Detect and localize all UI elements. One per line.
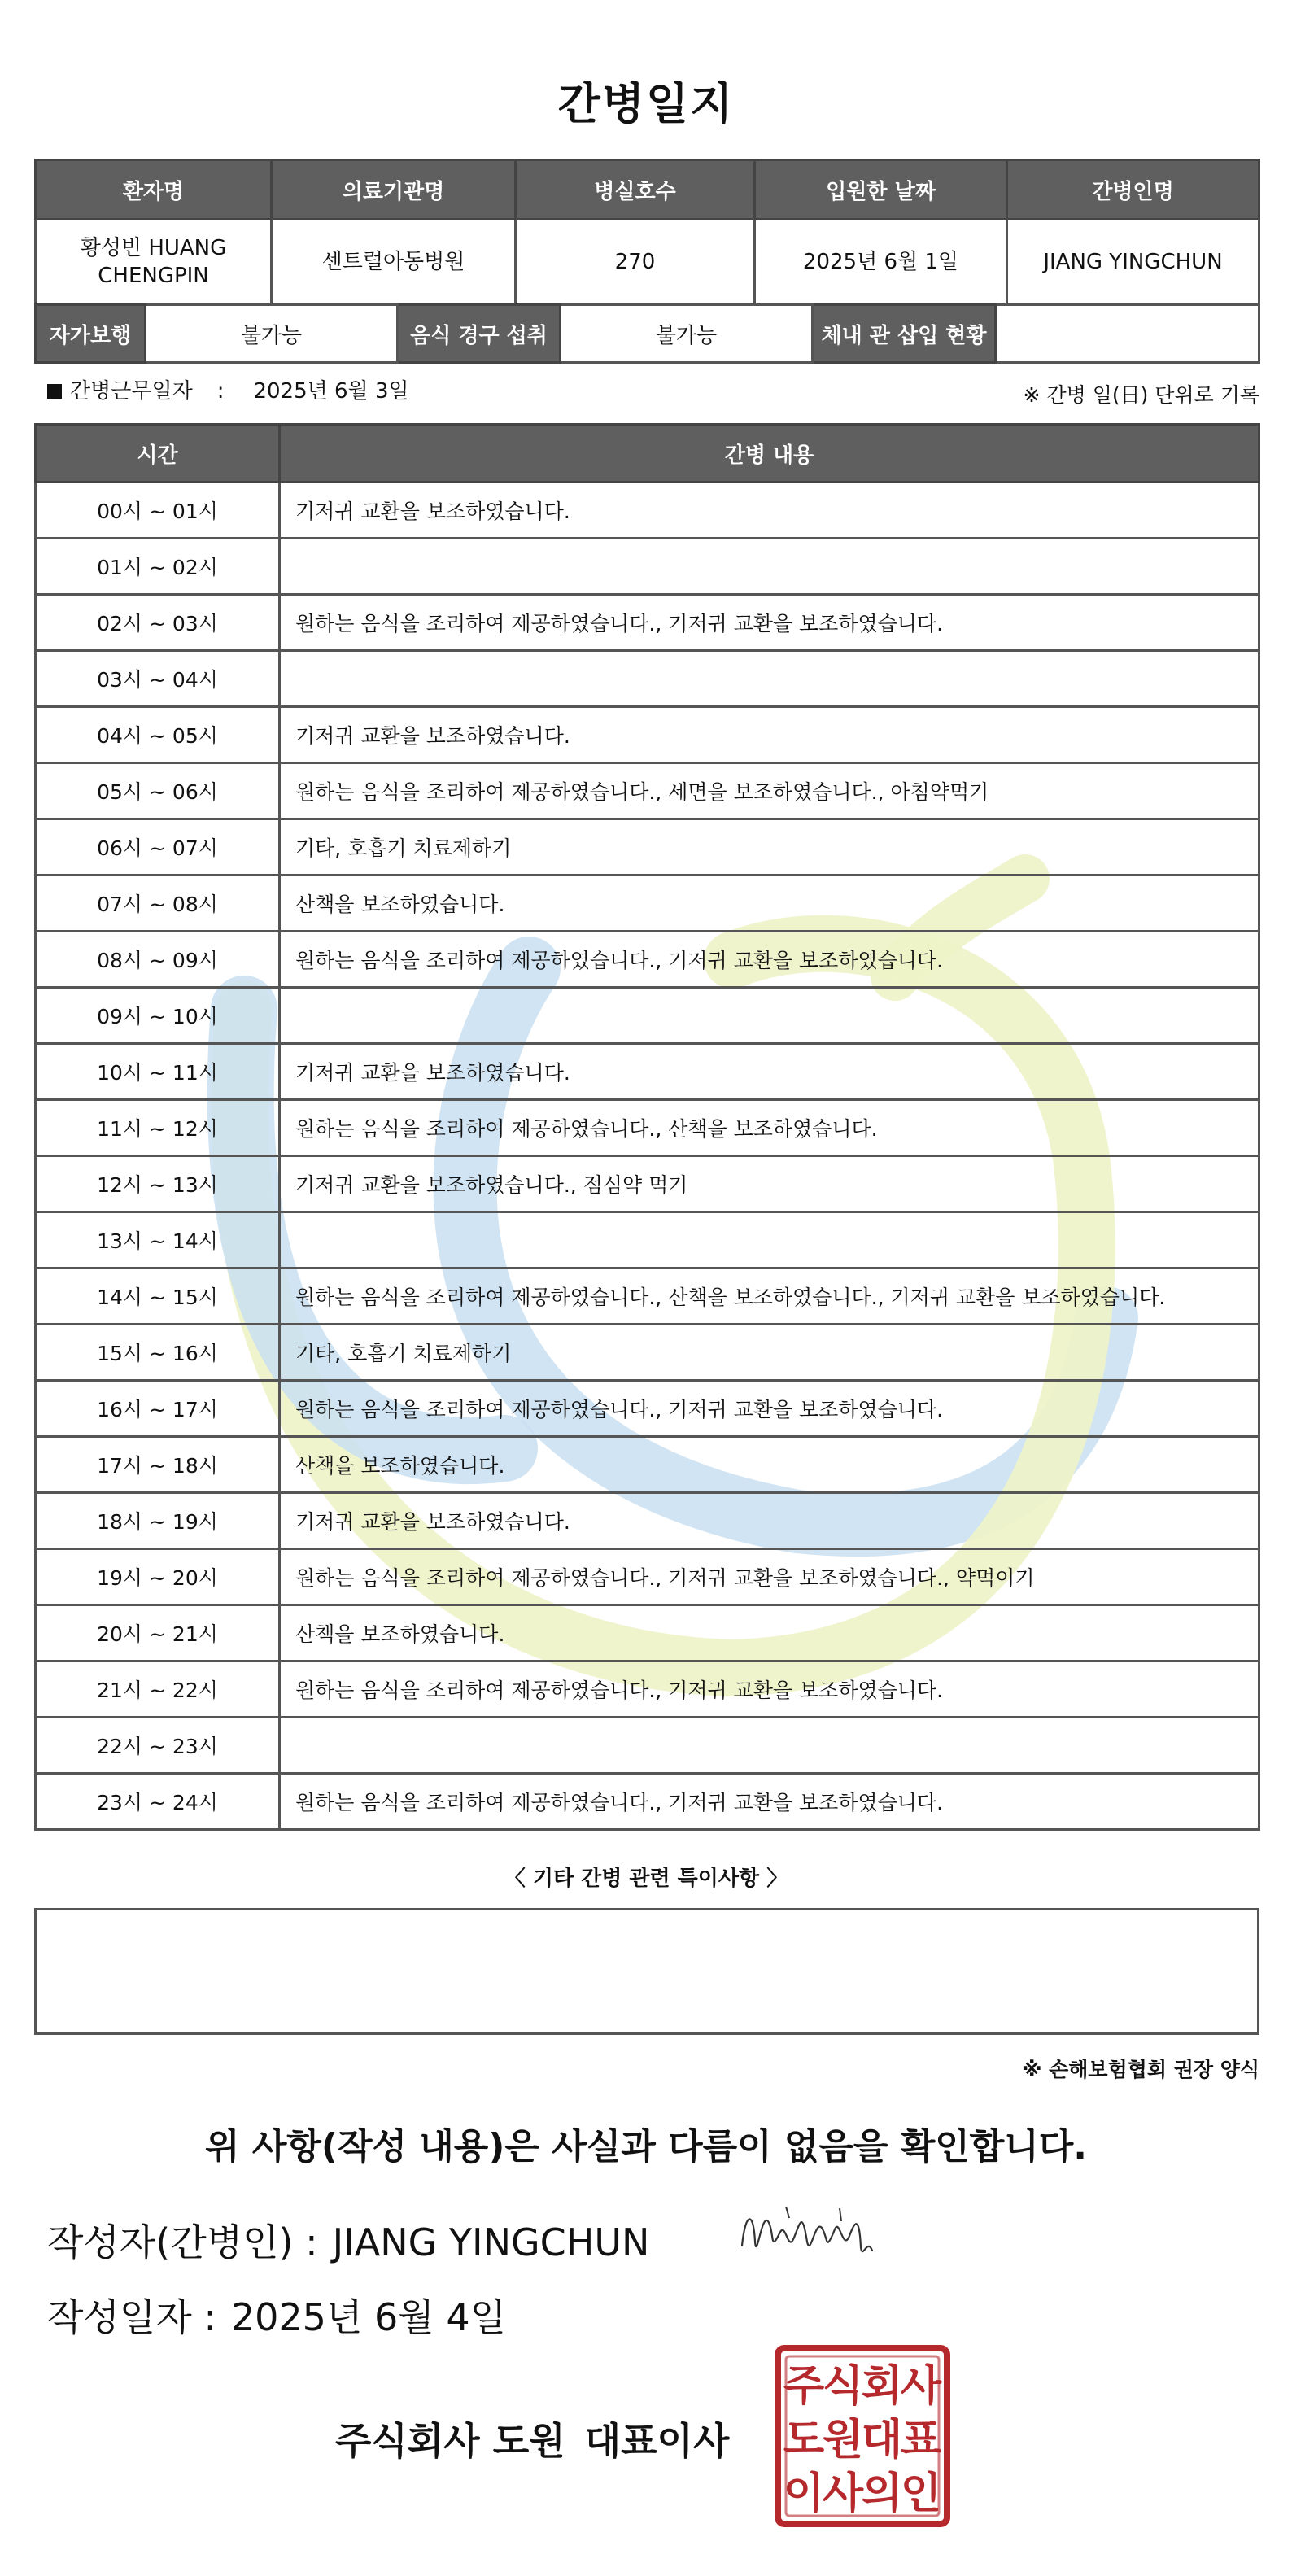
seal-character: 주 — [783, 2362, 825, 2411]
header-time: 시간 — [36, 425, 280, 482]
log-content — [280, 1212, 1259, 1268]
log-row — [36, 1044, 1259, 1100]
duty-date-line — [47, 374, 409, 404]
self-walk-value: 불가능 — [146, 305, 398, 363]
write-date-value: 2025년 6월 4일 — [230, 2295, 507, 2339]
log-content: 원하는 음식을 조리하여 제공하였습니다., 산책을 보조하였습니다. — [280, 1100, 1259, 1156]
log-time: 00시 ~ 01시 — [36, 482, 280, 539]
record-unit-note: ※ 간병 일(日) 단위로 기록 — [1023, 383, 1259, 407]
log-content: 기저귀 교환을 보조하였습니다. — [280, 707, 1259, 763]
log-content: 원하는 음식을 조리하여 제공하였습니다., 기저귀 교환을 보조하였습니다. — [280, 1381, 1259, 1437]
log-content: 기저귀 교환을 보조하였습니다. — [280, 1044, 1259, 1100]
patient-name: 황성빈 HUANG CHENGPIN — [36, 220, 272, 305]
caregiver-signature — [737, 2197, 875, 2270]
document-title: 간병일지 — [557, 78, 735, 129]
log-time: 14시 ~ 15시 — [36, 1268, 280, 1325]
log-row — [36, 707, 1259, 763]
special-notes-title: 〈 기타 간병 관련 특이사항 〉 — [504, 1867, 788, 1891]
log-row — [36, 595, 1259, 651]
writer-line — [47, 2213, 649, 2267]
log-time: 20시 ~ 21시 — [36, 1605, 280, 1661]
log-row — [36, 1493, 1259, 1549]
seal-character: 대 — [861, 2416, 903, 2465]
log-time: 01시 ~ 02시 — [36, 539, 280, 595]
writer-name: JIANG YINGCHUN — [332, 2220, 650, 2264]
caregiver-name: JIANG YINGCHUN — [1007, 220, 1259, 305]
oral-intake-value: 불가능 — [561, 305, 813, 363]
log-time: 09시 ~ 10시 — [36, 988, 280, 1044]
log-time: 07시 ~ 08시 — [36, 875, 280, 932]
oral-intake-label: 음식 경구 섭취 — [398, 305, 561, 363]
log-time: 21시 ~ 22시 — [36, 1661, 280, 1718]
seal-character: 의 — [861, 2469, 903, 2518]
log-content: 산책을 보조하였습니다. — [280, 1605, 1259, 1661]
seal-character: 사 — [822, 2469, 864, 2518]
log-row — [36, 651, 1259, 707]
special-notes-box — [34, 1908, 1259, 2035]
writer-label: 작성자(간병인) : — [47, 2220, 318, 2264]
seal-character: 표 — [900, 2416, 942, 2465]
log-time: 11시 ~ 12시 — [36, 1100, 280, 1156]
seal-character: 회 — [861, 2362, 903, 2411]
log-content: 원하는 음식을 조리하여 제공하였습니다., 산책을 보조하였습니다., 기저귀 교환을 보조하였습니다. — [280, 1268, 1259, 1325]
admission-date: 2025년 6월 1일 — [755, 220, 1007, 305]
log-content: 산책을 보조하였습니다. — [280, 875, 1259, 932]
header-care-content: 간병 내용 — [280, 425, 1259, 482]
write-date-label: 작성일자 : — [47, 2295, 216, 2339]
log-content: 기저귀 교환을 보조하였습니다. — [280, 1493, 1259, 1549]
header-patient-name: 환자명 — [36, 160, 272, 220]
log-time: 02시 ~ 03시 — [36, 595, 280, 651]
company-seal-stamp — [773, 2343, 952, 2529]
log-time: 10시 ~ 11시 — [36, 1044, 280, 1100]
self-walk-label: 자가보행 — [36, 305, 146, 363]
log-time: 22시 ~ 23시 — [36, 1718, 280, 1774]
log-content — [280, 1718, 1259, 1774]
log-time: 17시 ~ 18시 — [36, 1437, 280, 1493]
log-row — [36, 1268, 1259, 1325]
tube-value — [996, 305, 1259, 363]
log-time: 23시 ~ 24시 — [36, 1774, 280, 1830]
write-date-line — [47, 2288, 506, 2342]
header-hospital: 의료기관명 — [272, 160, 516, 220]
header-caregiver: 간병인명 — [1007, 160, 1259, 220]
log-time: 05시 ~ 06시 — [36, 763, 280, 819]
care-log-table — [34, 423, 1260, 1831]
log-row — [36, 875, 1259, 932]
log-row — [36, 1661, 1259, 1718]
company-line — [335, 2412, 729, 2465]
log-row — [36, 932, 1259, 988]
log-time: 06시 ~ 07시 — [36, 819, 280, 875]
log-content: 원하는 음식을 조리하여 제공하였습니다., 세면을 보조하였습니다., 아침약먹기 — [280, 763, 1259, 819]
patient-status-table — [34, 303, 1260, 364]
log-content: 원하는 음식을 조리하여 제공하였습니다., 기저귀 교환을 보조하였습니다. — [280, 1661, 1259, 1718]
log-row — [36, 482, 1259, 539]
log-row — [36, 1549, 1259, 1605]
hospital-name: 센트럴아동병원 — [272, 220, 516, 305]
log-row — [36, 1381, 1259, 1437]
log-content: 기저귀 교환을 보조하였습니다. — [280, 482, 1259, 539]
square-bullet-icon — [47, 384, 62, 399]
log-time: 03시 ~ 04시 — [36, 651, 280, 707]
log-row — [36, 1774, 1259, 1830]
seal-character: 원 — [822, 2416, 864, 2465]
log-content: 원하는 음식을 조리하여 제공하였습니다., 기저귀 교환을 보조하였습니다. — [280, 932, 1259, 988]
log-row — [36, 1100, 1259, 1156]
log-time: 19시 ~ 20시 — [36, 1549, 280, 1605]
log-content: 기저귀 교환을 보조하였습니다., 점심약 먹기 — [280, 1156, 1259, 1212]
log-time: 04시 ~ 05시 — [36, 707, 280, 763]
patient-info-table — [34, 159, 1260, 306]
association-note: ※ 손해보험협회 권장 양식 — [1022, 2058, 1259, 2081]
log-content — [280, 651, 1259, 707]
log-row — [36, 1156, 1259, 1212]
log-time: 13시 ~ 14시 — [36, 1212, 280, 1268]
confirmation-statement: 위 사항(작성 내용)은 사실과 다름이 없음을 확인합니다. — [205, 2126, 1087, 2168]
log-time: 08시 ~ 09시 — [36, 932, 280, 988]
log-content: 산책을 보조하였습니다. — [280, 1437, 1259, 1493]
seal-character: 도 — [783, 2416, 825, 2465]
log-content — [280, 539, 1259, 595]
duty-date-value: 2025년 6월 3일 — [253, 379, 409, 404]
seal-character: 인 — [900, 2469, 942, 2518]
log-content: 원하는 음식을 조리하여 제공하였습니다., 기저귀 교환을 보조하였습니다., 약먹이기 — [280, 1549, 1259, 1605]
log-content: 기타, 호흡기 치료제하기 — [280, 1325, 1259, 1381]
duty-date-colon: : — [216, 379, 225, 404]
seal-character: 이 — [783, 2469, 825, 2518]
log-time: 12시 ~ 13시 — [36, 1156, 280, 1212]
log-content — [280, 988, 1259, 1044]
log-row — [36, 763, 1259, 819]
log-row — [36, 819, 1259, 875]
log-time: 15시 ~ 16시 — [36, 1325, 280, 1381]
log-row — [36, 539, 1259, 595]
log-content: 원하는 음식을 조리하여 제공하였습니다., 기저귀 교환을 보조하였습니다. — [280, 595, 1259, 651]
log-row — [36, 1212, 1259, 1268]
log-time: 16시 ~ 17시 — [36, 1381, 280, 1437]
log-row — [36, 988, 1259, 1044]
log-row — [36, 1437, 1259, 1493]
company-name: 주식회사 도원 — [335, 2419, 565, 2463]
log-row — [36, 1718, 1259, 1774]
log-row — [36, 1605, 1259, 1661]
room-number: 270 — [516, 220, 755, 305]
header-admission-date: 입원한 날짜 — [755, 160, 1007, 220]
header-room: 병실호수 — [516, 160, 755, 220]
duty-date-label: 간병근무일자 — [70, 379, 193, 404]
log-time: 18시 ~ 19시 — [36, 1493, 280, 1549]
seal-character: 식 — [822, 2362, 864, 2411]
log-content: 기타, 호흡기 치료제하기 — [280, 819, 1259, 875]
log-row — [36, 1325, 1259, 1381]
log-content: 원하는 음식을 조리하여 제공하였습니다., 기저귀 교환을 보조하였습니다. — [280, 1774, 1259, 1830]
tube-label: 체내 관 삽입 현황 — [813, 305, 996, 363]
company-representative: 대표이사 — [584, 2419, 730, 2463]
seal-character: 사 — [900, 2362, 942, 2411]
